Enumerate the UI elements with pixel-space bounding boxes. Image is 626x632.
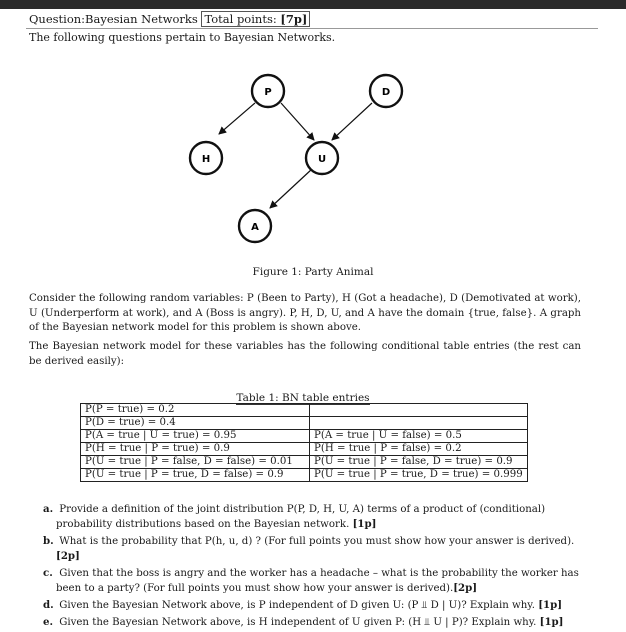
edge-p-u [281, 103, 314, 140]
question-text: Given that the boss is angry and the worker has a headache – what is the probability the worker has been to a party? (For full points you must show how your answer is derived). [56, 568, 579, 594]
question-text: What is the probability that P(h, u, d) ? (For full points you must show how your answer is derived). [59, 536, 575, 547]
edge-u-a [270, 169, 312, 208]
table-cell: P(U = true | P = true, D = true) = 0.999 [310, 469, 528, 482]
table-cell: P(H = true | P = true) = 0.9 [81, 443, 310, 456]
table-row [81, 404, 528, 417]
table-caption-text: Table 1: BN table entries [236, 392, 370, 404]
question-list [29, 502, 584, 632]
table-row [81, 430, 528, 443]
node-a-label: A [251, 222, 259, 233]
table-row [81, 443, 528, 456]
table-row [81, 456, 528, 469]
node-p-label: P [264, 87, 272, 98]
points-label: Total points: [204, 12, 277, 26]
question-label: a. [43, 503, 54, 515]
bayesian-network-diagram [0, 55, 626, 255]
table-cell: P(A = true | U = true) = 0.95 [81, 430, 310, 443]
question-item-d [29, 598, 584, 613]
table-row [81, 417, 528, 430]
edge-d-u [332, 103, 372, 140]
top-bar [0, 0, 626, 9]
node-h-label: H [201, 154, 211, 165]
question-points: [1p] [538, 599, 563, 611]
question-points: [1p] [352, 518, 377, 530]
question-points: [1p] [539, 616, 564, 628]
paragraph-table-intro: The Bayesian network model for these variables has the following conditional table entries (the rest can be derived easily): [29, 341, 581, 367]
question-item-b [29, 534, 584, 564]
question-label: e. [43, 616, 54, 628]
question-label: b. [43, 535, 54, 547]
bn-table [80, 403, 528, 482]
question-points: [2p] [56, 550, 80, 562]
node-u-label: U [317, 154, 327, 165]
edge-p-h [219, 103, 255, 134]
table-cell: P(U = true | P = false, D = true) = 0.9 [310, 456, 528, 469]
question-text: Given the Bayesian Network above, is P independent of D given U: (P ⫫ D | U)? Explain why. [59, 600, 535, 611]
question-label: c. [43, 567, 53, 579]
question-points: [2p] [453, 582, 478, 594]
question-text: Provide a definition of the joint distribution P(P, D, H, U, A) terms of a product of (conditional) probability distributions based on the Bayesian network. [56, 504, 546, 530]
question-text: Given the Bayesian Network above, is H independent of U given P: (H ⫫ U | P)? Explain why. [59, 617, 537, 628]
points-box [201, 11, 310, 27]
question-label: d. [43, 599, 54, 611]
table-row [81, 469, 528, 482]
question-item-c [29, 566, 584, 596]
question-prefix: Question:Bayesian Networks [29, 12, 198, 26]
question-title [29, 12, 310, 26]
node-u [306, 142, 338, 174]
table-cell: P(H = true | P = false) = 0.2 [310, 443, 528, 456]
question-item-a [29, 502, 584, 532]
node-p [252, 75, 284, 107]
table-cell: P(A = true | U = false) = 0.5 [310, 430, 528, 443]
table-cell: P(D = true) = 0.4 [81, 417, 310, 430]
table-cell: P(P = true) = 0.2 [81, 404, 310, 417]
title-divider [26, 28, 598, 29]
table-cell: P(U = true | P = true, D = false) = 0.9 [81, 469, 310, 482]
node-d-label: D [381, 87, 391, 98]
node-a [239, 210, 271, 242]
question-item-e [29, 615, 584, 630]
node-d [370, 75, 402, 107]
table-cell [310, 417, 528, 430]
table-cell: P(U = true | P = false, D = false) = 0.01 [81, 456, 310, 469]
figure-caption: Figure 1: Party Animal [252, 266, 374, 278]
node-h [190, 142, 222, 174]
paragraph-variables: Consider the following random variables: P (Been to Party), H (Got a headache), D (Demotivated at work), U (Underperform at work), and A (Boss is angry). P, H, D, U, and A have the domain {true, false}. A graph of the Bayesian network model for this problem is shown above. [29, 293, 581, 333]
question-intro: The following questions pertain to Bayesian Networks. [29, 31, 336, 44]
table-cell [310, 404, 528, 417]
points-value: [7p] [280, 12, 308, 26]
